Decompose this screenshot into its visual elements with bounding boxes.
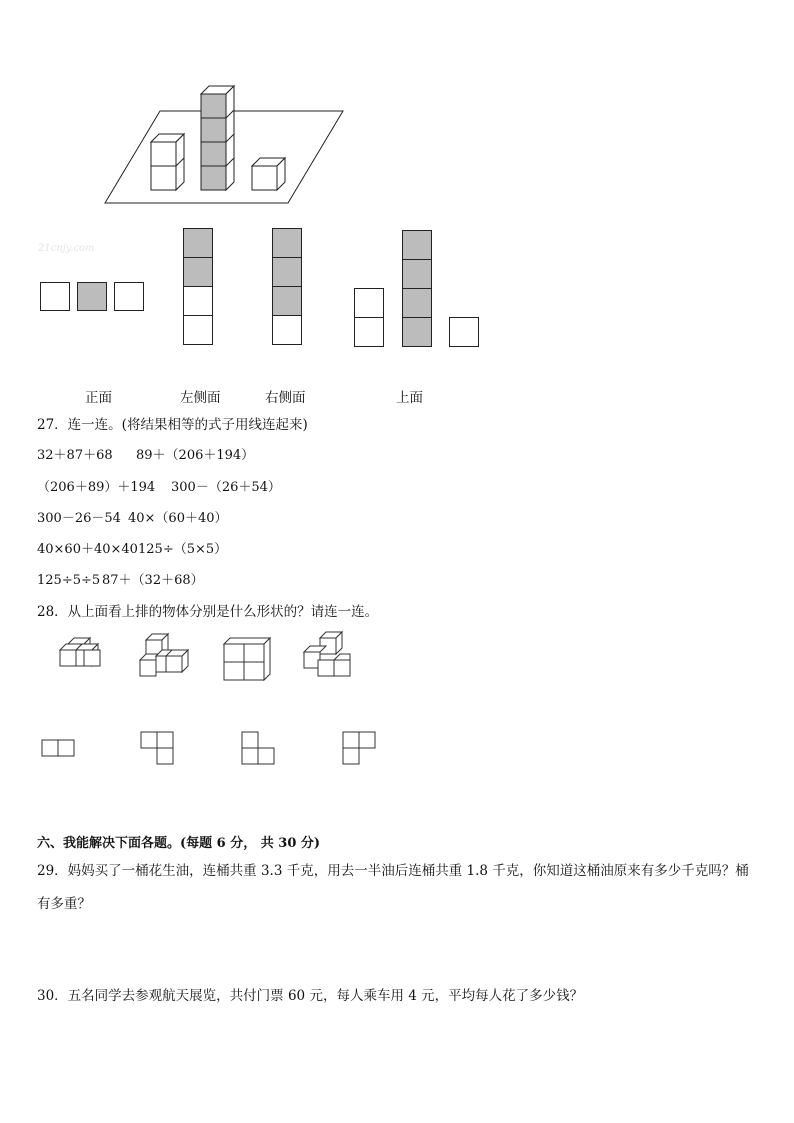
object-3 xyxy=(224,638,270,680)
q30-text: 30．五名同学去参观航天展览，共付门票 60 元，每人乘车用 4 元，平均每人花了多少钱？ xyxy=(37,988,584,1004)
left-stack xyxy=(151,134,184,190)
shape-4 xyxy=(343,732,375,764)
shape-3 xyxy=(242,732,274,764)
q27-right-expr: 125÷（5×5） xyxy=(138,542,228,557)
q27-left-expr: 125÷5÷5 xyxy=(37,573,101,588)
q27-right-expr: 300－（26＋54） xyxy=(171,480,281,495)
q28-top-shapes xyxy=(0,728,794,778)
view-label-left: 左侧面 xyxy=(180,390,221,406)
object-2 xyxy=(140,634,188,676)
q27-title: 27．连一连。(将结果相等的式子用线连起来) xyxy=(37,417,308,433)
right-cube xyxy=(252,158,285,190)
section6-title: 六、我能解决下面各题。(每题 6 分， 共 30 分) xyxy=(37,836,321,851)
view-label-top: 上面 xyxy=(396,390,423,406)
q29-line1: 29．妈妈买了一桶花生油，连桶共重 3.3 千克，用去一半油后连桶共重 1.8 千克，你知道这桶油原来有多少千克吗？桶 xyxy=(37,863,749,879)
q27-right-expr: 87＋（32＋68） xyxy=(102,573,204,588)
q27-left-expr: 32＋87＋68 xyxy=(37,448,113,463)
cube-stacks-figure xyxy=(0,0,794,220)
q27-left-expr: 300－26－54 xyxy=(37,511,121,526)
middle-stack xyxy=(201,86,234,190)
q27-right-expr: 40×（60＋40） xyxy=(128,511,228,526)
view-label-front: 正面 xyxy=(85,390,112,406)
shape-1 xyxy=(42,740,74,756)
q29-line2: 有多重？ xyxy=(37,896,91,912)
watermark: 21cnjy.com xyxy=(38,243,95,254)
q28-objects xyxy=(0,630,794,690)
object-1 xyxy=(60,638,100,666)
q27-right-expr: 89＋（206＋194） xyxy=(136,448,255,463)
view-label-right: 右侧面 xyxy=(265,390,306,406)
q27-left-expr: （206＋89）＋194 xyxy=(37,480,156,495)
shape-2 xyxy=(141,732,173,764)
object-4 xyxy=(304,632,350,676)
q27-left-expr: 40×60＋40×40 xyxy=(37,542,138,557)
q28-title: 28．从上面看上排的物体分别是什么形状的？请连一连。 xyxy=(37,604,379,620)
